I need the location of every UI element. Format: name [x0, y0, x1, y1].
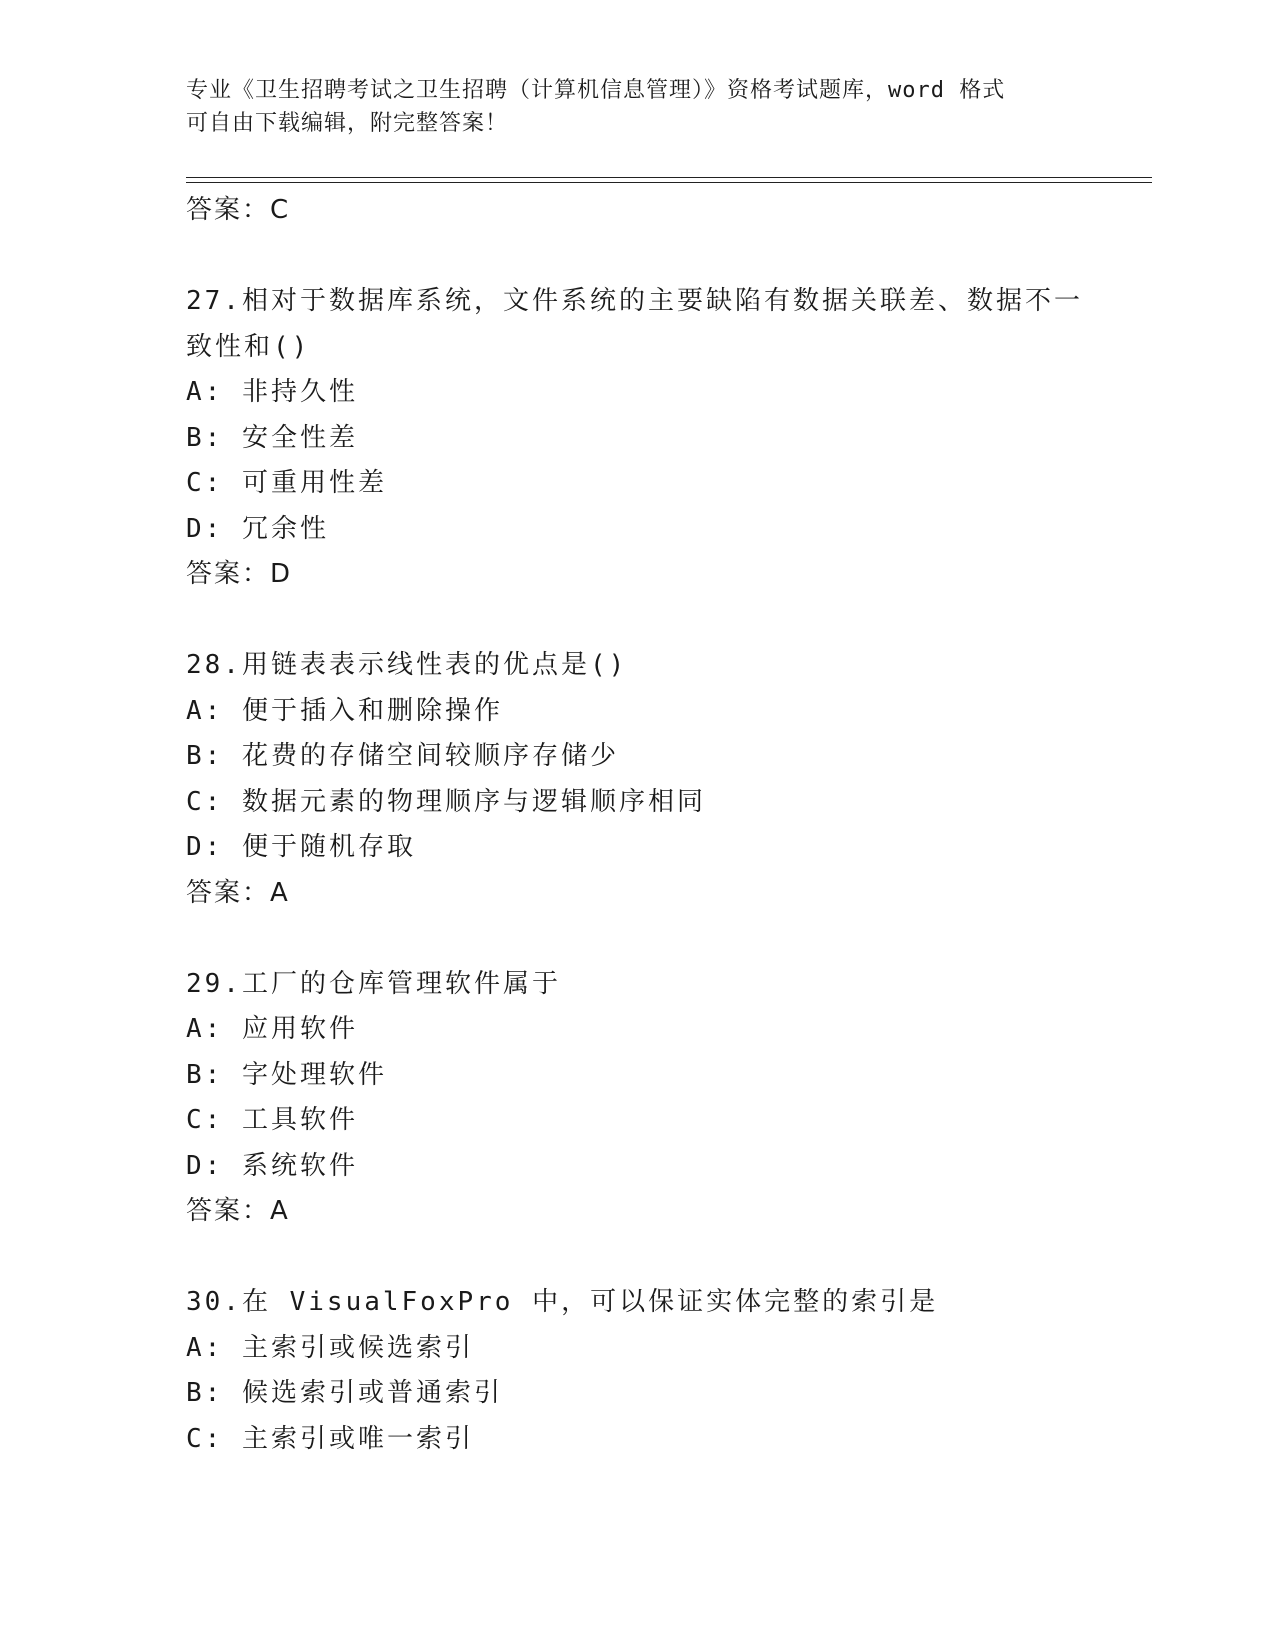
question-content: [186, 188, 1086, 1462]
header-line-2: 可自由下载编辑，附完整答案！: [186, 111, 509, 136]
answer: 答案：A: [186, 877, 290, 908]
spacer: [186, 916, 1086, 962]
question-stem: 29.工厂的仓库管理软件属于: [186, 968, 561, 999]
previous-answer: 答案：C: [186, 195, 291, 225]
answer: 答案：A: [186, 1196, 290, 1226]
option-a: A: 主索引或候选索引: [186, 1332, 474, 1363]
spacer: [186, 1235, 1086, 1281]
option-a: A: 便于插入和删除操作: [186, 695, 503, 726]
question-block: [186, 962, 1086, 1235]
option-a: A: 应用软件: [186, 1014, 358, 1044]
option-d: D: 系统软件: [186, 1150, 358, 1181]
option-d: D: 冗余性: [186, 513, 329, 544]
spacer: [186, 234, 1086, 280]
answer: 答案：D: [186, 559, 293, 589]
header-rule: [186, 177, 1152, 178]
question-block: [186, 279, 1086, 598]
question-block: [186, 643, 1086, 916]
option-d: D: 便于随机存取: [186, 832, 416, 862]
header-line-1: 专业《卫生招聘考试之卫生招聘（计算机信息管理）》资格考试题库，word 格式: [186, 78, 1006, 103]
option-c: C: 可重用性差: [186, 468, 387, 498]
question-stem-continued: 致性和(): [186, 331, 311, 362]
question-stem: 28.用链表表示线性表的优点是(): [186, 650, 628, 680]
option-c: C: 工具软件: [186, 1105, 358, 1135]
option-b: B: 字处理软件: [186, 1059, 387, 1090]
option-c: C: 数据元素的物理顺序与逻辑顺序相同: [186, 786, 706, 817]
option-b: B: 安全性差: [186, 422, 358, 453]
question-stem: 30.在 VisualFoxPro 中，可以保证实体完整的索引是: [186, 1287, 939, 1317]
question-stem: 27.相对于数据库系统，文件系统的主要缺陷有数据关联差、数据不一: [186, 286, 1083, 316]
header-rule-secondary: [186, 182, 1152, 183]
document-header: [186, 74, 1066, 140]
option-b: B: 候选索引或普通索引: [186, 1378, 503, 1408]
option-b: B: 花费的存储空间较顺序存储少: [186, 741, 619, 771]
option-a: A: 非持久性: [186, 377, 358, 407]
spacer: [186, 598, 1086, 644]
option-c: C: 主索引或唯一索引: [186, 1423, 474, 1454]
question-block: [186, 1280, 1086, 1462]
